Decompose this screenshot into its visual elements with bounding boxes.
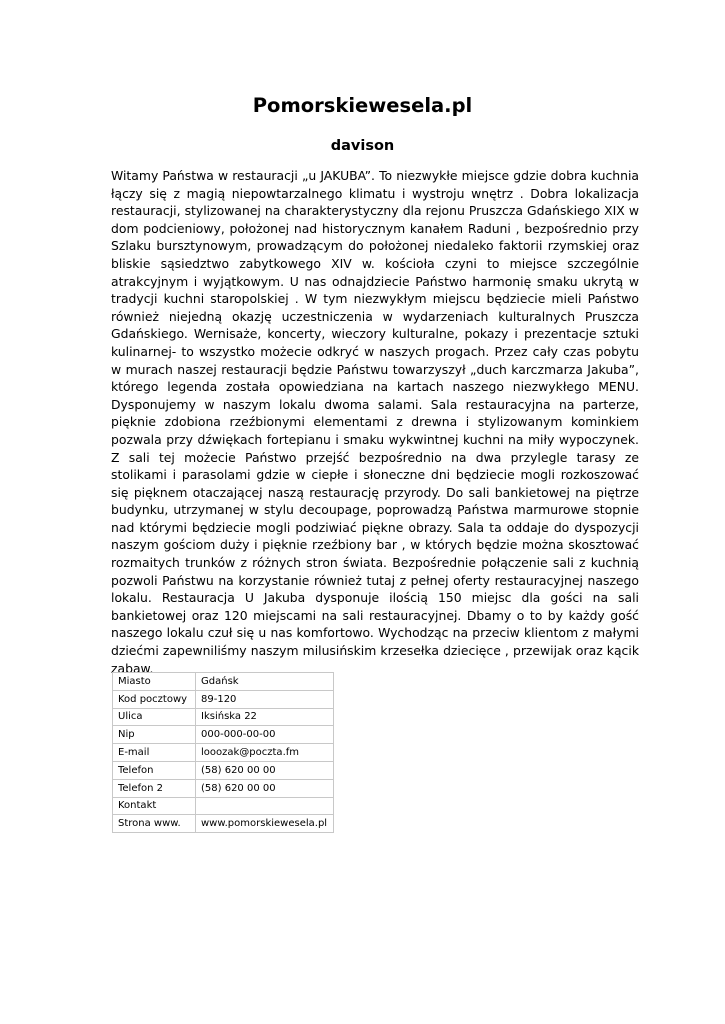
description-paragraph: Witamy Państwa w restauracji „u JAKUBA”. To niezwykłe miejsce gdzie dobra kuchnia łączy się z magią niepowtarzalnego klimatu i wystroju wnętrz . Dobra lokalizacja restauracji, stylizowanej na charakterystyczny dla rejonu Pruszcza Gdańskiego XIX w dom podcieniowy, położonej nad historycznym kanałem Raduni , bezpośrednio przy Szlaku bursztynowym, prowadzącym do położonej niedaleko faktorii rzymskiej oraz bliskie sąsiedztwo zabytkowego XIV w. kościoła czyni to miejsce szczególnie atrakcyjnym i wyjątkowym. U nas odnajdziecie Państwo harmonię smaku ukrytą w tradycji kuchni staropolskiej . W tym niezwykłym miejscu będziecie mieli Państwo również niejedną okazję uczestniczenia w wydarzeniach kulturalnych Pruszcza Gdańskiego. Wernisaże, koncerty, wieczory kulturalne, pokazy i prezentacje sztuki kulinarnej- to wszystko możecie odkryć w naszych progach. Przez cały czas pobytu w murach naszej restauracji będzie Państwu towarzyszył „duch karczmarza Jakuba”, którego legenda została opowiedziana na kartach naszego niezwykłego MENU. Dysponujemy w naszym lokalu dwoma salami. Sala restauracyjna na parterze, pięknie zdobiona rzeźbionymi elementami z drewna i stylizowanym kominkiem pozwala przy dźwiękach fortepianu i smaku wykwintnej kuchni na miły wypoczynek. Z sali tej możecie Państwo przejść bezpośrednio na dwa przylegle tarasy ze stolikami i parasolami gdzie w ciepłe i słoneczne dni będziecie mogli rozkoszować się pięknem otaczającej naszą restaurację przyrody. Do sali bankietowej na piętrze budynku, utrzymanej w stylu decoupage, poprowadzą Państwa marmurowe stopnie nad którymi będziecie mogli podziwiać piękne obrazy. Sala ta oddaje do dyspozycji naszym gościom duży i pięknie rzeźbiony bar , w których będzie można skosztować rozmaitych trunków z różnych stron świata. Bezpośrednie połączenie sali z kuchnią pozwoli Państwu na korzystanie również tutaj z pełnej oferty restauracyjnej naszego lokalu. Restauracja U Jakuba dysponuje ilością 150 miejsc dla gości na sali bankietowej oraz 120 miejscami na sali restauracyjnej. Dbamy o to by każdy gość naszego lokalu czuł się u nas komfortowo. Wychodząc na przeciw klientom z małymi dziećmi zapewniliśmy naszym milusińskim krzesełka dziecięce , przewijak oraz kącik zabaw. (111, 168, 639, 676)
row-value: Iksińska 22 (196, 708, 334, 726)
table-row (113, 761, 334, 779)
table-row (113, 726, 334, 744)
table-row (113, 815, 334, 833)
table-row (113, 779, 334, 797)
row-label: Kod pocztowy (113, 690, 196, 708)
table-row (113, 708, 334, 726)
row-label: Miasto (113, 673, 196, 691)
row-label: Telefon (113, 761, 196, 779)
table-row (113, 797, 334, 815)
table-row (113, 690, 334, 708)
row-label: Telefon 2 (113, 779, 196, 797)
table-row (113, 673, 334, 691)
row-label: Ulica (113, 708, 196, 726)
row-value: 000-000-00-00 (196, 726, 334, 744)
website-value: www.pomorskiewesela.pl (196, 815, 334, 833)
row-value: 89-120 (196, 690, 334, 708)
contact-info-table (112, 672, 334, 833)
table-row (113, 744, 334, 762)
phone-value: (58) 620 00 00 (196, 779, 334, 797)
email-value: looozak@poczta.fm (196, 744, 334, 762)
row-value: Gdańsk (196, 673, 334, 691)
row-label: E-mail (113, 744, 196, 762)
row-label: Nip (113, 726, 196, 744)
row-value (196, 797, 334, 815)
row-label: Kontakt (113, 797, 196, 815)
page-subtitle: davison (330, 138, 395, 154)
phone-value: (58) 620 00 00 (196, 761, 334, 779)
row-label: Strona www. (113, 815, 196, 833)
page-title: Pomorskiewesela.pl (252, 94, 473, 117)
